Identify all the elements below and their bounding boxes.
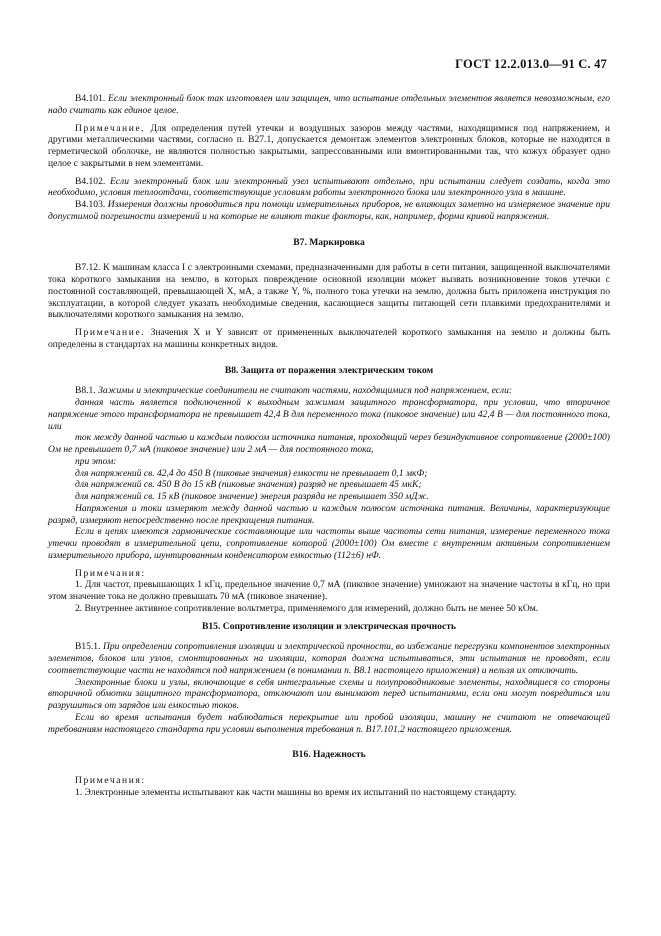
b8-1-condition-3: для напряжений св. 15 кВ (пиковое значение) энергия разряда не превышает 350 мДж. <box>75 491 429 502</box>
notes-b8-label: Примечания: <box>75 567 146 579</box>
section-heading-b7: В7. Маркировка <box>293 236 365 248</box>
b8-1-paragraph-2: Если в цепях имеются гармонические составляющие или частоты выше частоты сети питания, измерение переменного тока утечки проводят в измерительной цепи, сопротивление которой (2000±100) Ом вместе с внутренним активным сопротивлением измерительного прибора, шунтированным конденсатором емкостью (112±6) нФ. <box>48 526 610 561</box>
clause-text: Измерения должны проводиться при помощи измерительных приборов, не влияющих заметно на измеряемое значение при допустимой погрешности измерений и на которые не влияют такие факторы, как, например, форма кривой напряжения. <box>48 199 610 222</box>
note-b7 <box>48 327 610 351</box>
b8-1-item-2: ток между данной частью и каждым полюсом источника питания, проходящий через безиндуктивное сопротивление (2000±100) Ом не превышает 0,7 мА (пиковое значение) или 2 мА — для постоянного тока, <box>48 432 610 455</box>
clause-b7-12: В7.12. К машинам класса I с электронными схемами, предназначенными для работы в сети питания, защищенной выключателями тока короткого замыкания на землю, в которых повреждение основной изоляции может вызвать возникновение токов утечки с постоянной составляющей, превышающей X, мА, а также Y, %, полного тока утечки на землю, должна быть приложена инструкция по эксплуатации, в которой следует указать необходимые сведения, касающиеся защиты питающей сети плавкими предохранителями и выключателями короткого замыкания на землю. <box>48 262 610 321</box>
clause-text: При определении сопротивления изоляции и электрической прочности, во избежание перегрузки компонентов электронных элементов, блоков или узлов, смонтированных на изоляции, которая должна испытываться, эти испытания не проводят, если соответствующие части не находятся под напряжением (в понимании п. В8.1 настоящего приложения) и нельзя их отключить. <box>48 641 610 676</box>
clause-b4-101 <box>48 93 610 117</box>
b8-1-paragraph-1: Напряжения и токи измеряют между данной частью и каждым полюсом источника питания. Величины, характеризующие разряд, измеряют непосредственно после прекращения питания. <box>48 502 610 526</box>
clause-number: В8.1. <box>75 385 96 397</box>
b15-1-paragraph-2: Электронные блоки и узлы, включающие в себя интегральные схемы и полупроводниковые элементы, находящиеся со стороны вторичной обмотки защитного трансформатора, отключают или вынимают перед испытаниями, если они могут повредиться или разрушиться от зарядов или емкостью токов. <box>48 676 610 711</box>
clause-number: В4.102. <box>75 175 106 187</box>
clause-number: В15.1. <box>75 641 101 653</box>
clause-text: Зажимы и электрические соединители не считают частями, находящимися под напряжением, если: <box>98 385 513 397</box>
document-body <box>48 93 610 799</box>
clause-number: В4.103. <box>75 199 106 210</box>
clause-text: Если электронный блок или электронный узел испытывают отдельно, при испытании следует создать, когда это необходимо, условия теплоотдачи, соответствующие условиям работы электронного блока или электронного узла в машине. <box>48 175 610 199</box>
section-heading-b8: В8. Защита от поражения электрическим током <box>224 364 434 376</box>
note-text: Для определения путей утечки и воздушных зазоров между частями, находящимися под напряжением, и другими металлическими частями, согласно п. В27.1, допускается демонтаж элементов электронных блоков, которые не находятся в герметической оболочке, не являются полностью закрытыми, запрессованными или вмонтированными так, что кожух образует одно целое с закрытыми в нем элементами. <box>48 122 610 169</box>
clause-text: Если электронный блок так изготовлен или защищен, что испытание отдельных элементов является невозможным, его надо считать как единое целое. <box>48 93 610 116</box>
clause-b4-102 <box>48 176 610 200</box>
note-text: Значения X и Y зависят от примененных выключателей короткого замыкания на землю и должны быть определены в стандартах на машины конкретных видов. <box>48 327 610 350</box>
notes-b16-label: Примечания: <box>75 775 146 786</box>
note-label: Примечание. <box>75 122 146 134</box>
note-label: Примечание. <box>75 327 146 338</box>
note-b8-2: 2. Внутреннее активное сопротивление вольтметра, применяемого для измерений, должно быть не менее 50 кОм. <box>75 602 539 614</box>
b8-1-item-1: данная часть является подключенной к выходным зажимам защитного трансформатора, при условии, что вторичное напряжение этого трансформатора не превышает 42,4 В для переменного тока (пиковое значение) или 42,4 В — для постоянного тока, или <box>48 397 610 432</box>
b8-1-condition: при этом: <box>75 455 117 467</box>
note-b4 <box>48 123 610 170</box>
b15-1-paragraph-3: Если во время испытания будет наблюдаться перекрытие или пробой изоляции, машину не считают не отвечающей требованиям настоящего стандарта при условии выполнения требования п. В17.101.2 настоящего приложения. <box>48 711 610 735</box>
section-heading-b16: В16. Надежность <box>292 749 366 761</box>
page-header: ГОСТ 12.2.013.0—91 С. 47 <box>455 57 607 71</box>
clause-b4-103 <box>48 199 610 223</box>
b8-1-condition-2: для напряжений св. 450 В до 15 кВ (пиковые значения) разряд не превышает 45 мкК; <box>75 479 422 491</box>
note-b16-1: 1. Электронные элементы испытывают как части машины во время их испытаний по настоящему стандарту. <box>75 786 517 798</box>
note-b8-1: 1. Для частот, превышающих 1 кГц, предельное значение 0,7 мА (пиковое значение) умножают на значение частоты в кГц, но при этом значение тока не должно превышать 70 мА (пиковое значение). <box>48 579 610 602</box>
section-heading-b15: В15. Сопротивление изоляции и электрическая прочность <box>201 620 456 632</box>
clause-number: В4.101. <box>75 93 106 104</box>
b8-1-condition-1: для напряжений св. 42,4 до 450 В (пиковые значения) емкости не превышает 0,1 мкФ; <box>75 467 428 479</box>
clause-b15-1 <box>48 641 610 676</box>
clause-b8-1 <box>48 385 610 397</box>
